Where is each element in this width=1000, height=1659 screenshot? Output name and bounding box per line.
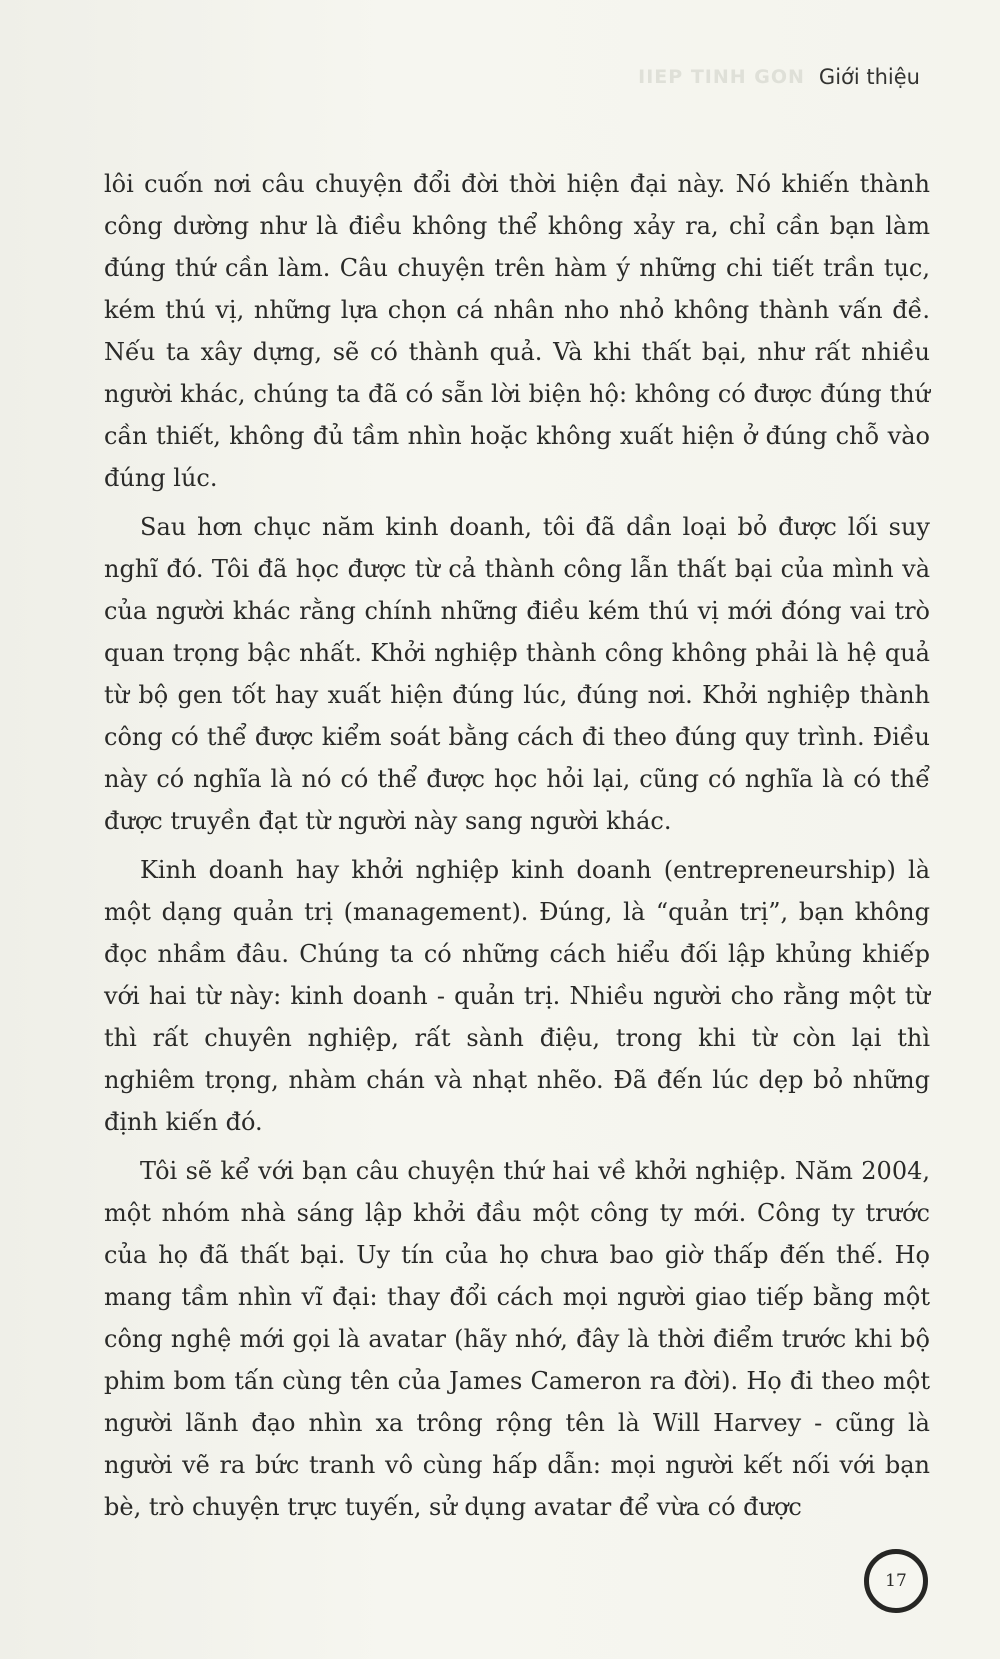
paragraph-4: Tôi sẽ kể với bạn câu chuyện thứ hai về khởi nghiệp. Năm 2004, một nhóm nhà sáng lập khởi đầu một công ty mới. Công ty trước của họ đã thất bại. Uy tín của họ chưa bao giờ thấp đến thế. Họ mang tầm nhìn vĩ đại: thay đổi cách mọi người giao tiếp bằng một công nghệ mới gọi là avatar (hãy nhớ, đây là thời điểm trước khi bộ phim bom tấn cùng tên của James Cameron ra đời). Họ đi theo một người lãnh đạo nhìn xa trông rộng tên là Will Harvey - cũng là người vẽ ra bức tranh vô cùng hấp dẫn: mọi người kết nối với bạn bè, trò chuyện trực tuyến, sử dụng avatar để vừa có được bbox=[104, 1157, 930, 1521]
page-number: 17 bbox=[885, 1571, 907, 1591]
paragraph-3: Kinh doanh hay khởi nghiệp kinh doanh (entrepreneurship) là một dạng quản trị (management). Đúng, là “quản trị”, bạn không đọc nhầm đâu. Chúng ta có những cách hiểu đối lập khủng khiếp với hai từ này: kinh doanh - quản trị. Nhiều người cho rằng một từ thì rất chuyên nghiệp, rất sành điệu, trong khi từ còn lại thì nghiêm trọng, nhàm chán và nhạt nhẽo. Đã đến lúc dẹp bỏ những định kiến đó. bbox=[104, 856, 930, 1136]
section-title: Giới thiệu bbox=[818, 65, 920, 89]
page-number-badge bbox=[864, 1549, 928, 1613]
body-text bbox=[104, 163, 930, 1535]
bleed-through-title: IIEP TINH GON bbox=[638, 66, 805, 88]
paragraph-2: Sau hơn chục năm kinh doanh, tôi đã dần loại bỏ được lối suy nghĩ đó. Tôi đã học được từ cả thành công lẫn thất bại của mình và của người khác rằng chính những điều kém thú vị mới đóng vai trò quan trọng bậc nhất. Khởi nghiệp thành công không phải là hệ quả từ bộ gen tốt hay xuất hiện đúng lúc, đúng nơi. Khởi nghiệp thành công có thể được kiểm soát bằng cách đi theo đúng quy trình. Điều này có nghĩa là nó có thể được học hỏi lại, cũng có nghĩa là có thể được truyền đạt từ người này sang người khác. bbox=[104, 513, 930, 835]
paragraph-1: lôi cuốn nơi câu chuyện đổi đời thời hiện đại này. Nó khiến thành công dường như là điều không thể không xảy ra, chỉ cần bạn làm đúng thứ cần làm. Câu chuyện trên hàm ý những chi tiết trần tục, kém thú vị, những lựa chọn cá nhân nho nhỏ không thành vấn đề. Nếu ta xây dựng, sẽ có thành quả. Và khi thất bại, như rất nhiều người khác, chúng ta đã có sẵn lời biện hộ: không có được đúng thứ cần thiết, không đủ tầm nhìn hoặc không xuất hiện ở đúng chỗ vào đúng lúc. bbox=[104, 170, 930, 492]
running-header bbox=[638, 60, 920, 94]
